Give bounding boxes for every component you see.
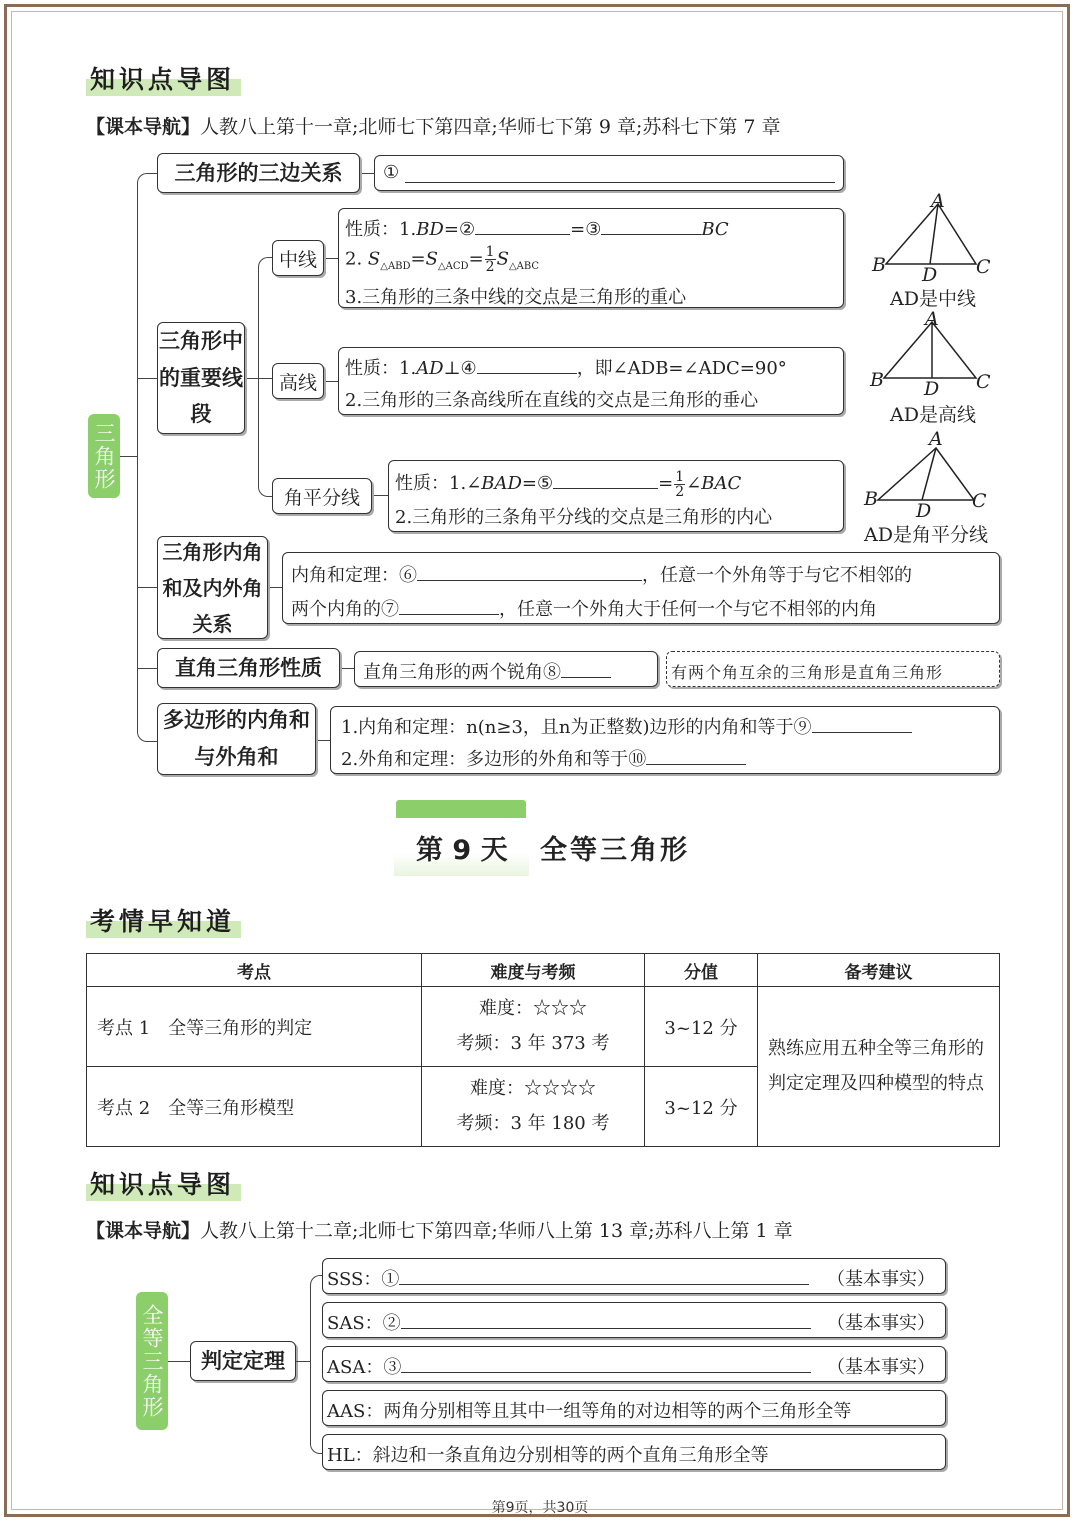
section2-heading: 知识点导图: [86, 1163, 241, 1201]
frequency: 考频：3 年 373 考: [456, 1032, 610, 1054]
nav-label: 【课本导航】: [86, 116, 201, 138]
difficulty: 难度：☆☆☆: [479, 998, 587, 1020]
fig-label-d: D: [924, 378, 940, 400]
median-figure: [886, 204, 976, 264]
header-difficulty: 难度与考频: [422, 954, 645, 987]
exam-score: 3~12 分: [645, 987, 758, 1067]
criterion-line: SAS：②: [327, 1309, 811, 1335]
altitude-caption: AD是高线: [890, 404, 976, 426]
label-angle-bisector: 角平分线: [272, 478, 372, 514]
right-triangle-converse: 有两个角互余的三角形是直角三角形: [671, 663, 944, 682]
criterion-note: （基本事实）: [827, 1313, 935, 1334]
bisector-line-2: 2.三角形的三条角平分线的交点是三角形的内心: [395, 507, 773, 528]
topic-polygon: 多边形的内角和与外角和: [157, 703, 316, 775]
median-line-1: 性质：1.BD=② =③ BC: [345, 219, 729, 240]
section1-textbook-nav: [86, 112, 781, 139]
section2-textbook-nav: [86, 1216, 793, 1243]
fill-line: [405, 182, 835, 183]
tree-connector: [137, 378, 157, 379]
tree-connector: [118, 456, 138, 457]
angles-line-2: 两个内角的⑦ ，任意一个外角大于任何一个与它不相邻的内角: [291, 599, 877, 620]
nav-text: 人教八上第十二章;北师七下第四章;华师八上第 13 章;苏科八上第 1 章: [200, 1220, 793, 1242]
label-median: 中线: [272, 240, 324, 276]
polygon-line-1: 1.内角和定理：n(n≥3，且n为正整数)边形的内角和等于⑨: [341, 713, 912, 739]
bisector-figure: [878, 448, 974, 500]
bisector-caption: AD是角平分线: [864, 524, 988, 546]
topic-right-triangle: 直角三角形性质: [157, 648, 340, 688]
tree-connector: [324, 381, 338, 382]
exam-point: 考点 2 全等三角形模型: [87, 1067, 422, 1147]
altitude-line-2: 2.三角形的三条高线所在直线的交点是三角形的垂心: [345, 390, 759, 411]
polygon-box: [330, 706, 1000, 774]
difficulty: 难度：☆☆☆☆: [470, 1078, 596, 1100]
tree-connector: [316, 740, 330, 741]
criterion-sas: [322, 1302, 946, 1338]
topic-angles: 三角形内角和及内外角关系: [157, 536, 268, 639]
criterion-hl: [322, 1434, 946, 1470]
header-point: 考点: [87, 954, 422, 987]
tree-connector: [268, 587, 282, 588]
tree-connector-lines: [258, 257, 273, 497]
tree-connector: [245, 378, 272, 379]
exam-score: 3~12 分: [645, 1067, 758, 1147]
criterion-note: （基本事实）: [827, 1357, 935, 1378]
fig-label-b: B: [864, 488, 878, 510]
criterion-aas: [322, 1390, 946, 1426]
exam-point: 考点 1 全等三角形的判定: [87, 987, 422, 1067]
median-box: [338, 208, 844, 308]
tree-connector: [360, 173, 374, 174]
criterion-note: （基本事实）: [827, 1269, 935, 1290]
bisector-line-1: 性质：1.∠BAD=⑤ = $\frac{1}{2}$ ∠BAC: [395, 468, 742, 500]
root-node-triangle: 三角形: [88, 414, 120, 498]
day-tab-decoration: [396, 800, 526, 820]
polygon-line-2: 2.外角和定理：多边形的外角和等于⑩: [341, 745, 746, 771]
median-line-2: 2. $S_{\triangle ABD}=S_{\triangle ACD}=$ $\frac{1}{2}$ $S_{\triangle ABC}$: [345, 244, 540, 275]
exam-difficulty-cell: [422, 987, 645, 1067]
criterion-line: ASA：③: [327, 1353, 811, 1379]
tree-connector: [340, 668, 354, 669]
topic-three-sides: 三角形的三边关系: [157, 153, 360, 193]
altitude-box: [338, 347, 844, 415]
day-label: 第 9 天: [416, 835, 508, 866]
fig-label-d: D: [916, 500, 932, 522]
altitude-line-1: 性质：1.AD⊥④ ，即∠ADB=∠ADC=90°: [345, 358, 787, 379]
tree-connector: [372, 495, 388, 496]
tree-connector: [137, 668, 157, 669]
branch-criteria: 判定定理: [190, 1341, 296, 1381]
exam-heading: 考情早知道: [86, 900, 241, 938]
label-altitude: 高线: [272, 363, 324, 399]
altitude-figure: [884, 322, 976, 378]
right-triangle-converse-box: [666, 651, 1000, 687]
exam-advice: 熟练应用五种全等三角形的判定定理及四种模型的特点: [758, 987, 1000, 1147]
criterion-asa: [322, 1346, 946, 1382]
criterion-sss: [322, 1258, 946, 1294]
fig-label-c: C: [972, 490, 987, 512]
tree-connector-main: [137, 173, 158, 742]
page-footer: 第9页，共30页: [491, 1500, 589, 1516]
bisector-box: [388, 460, 844, 532]
frequency: 考频：3 年 180 考: [456, 1112, 610, 1134]
right-triangle-box: [354, 651, 658, 687]
fig-label-d: D: [922, 264, 938, 286]
fig-label-c: C: [976, 256, 991, 278]
day-title: 全等三角形: [540, 835, 690, 866]
median-caption: AD是中线: [890, 288, 976, 310]
table-header-row: [87, 954, 1000, 987]
tree-connector: [137, 587, 157, 588]
tree-connector: [296, 1361, 310, 1362]
angles-box: [282, 552, 1000, 624]
fig-label-c: C: [976, 371, 991, 393]
nav-text: 人教八上第十一章;北师七下第四章;华师七下第 9 章;苏科七下第 7 章: [200, 116, 781, 138]
root-node-congruent: 全等三角形: [136, 1292, 168, 1430]
criterion-line: SSS：①: [327, 1265, 809, 1291]
fig-label-a: A: [925, 308, 939, 330]
blank-1: ①: [383, 162, 400, 183]
topic-important-lines: 三角形中的重要线段: [157, 322, 245, 434]
section1-heading: 知识点导图: [86, 58, 241, 96]
header-advice: 备考建议: [758, 954, 1000, 987]
header-score: 分值: [645, 954, 758, 987]
fig-label-b: B: [872, 254, 886, 276]
tree-connector: [168, 1361, 190, 1362]
triangle-figures: [864, 190, 1004, 540]
tree-connector: [324, 258, 338, 259]
exam-difficulty-cell: [422, 1067, 645, 1147]
angles-line-1: 内角和定理：⑥ ，任意一个外角等于与它不相邻的: [291, 565, 912, 586]
criterion-line: HL：斜边和一条直角边分别相等的两个直角三角形全等: [327, 1445, 769, 1466]
table-row: [87, 987, 1000, 1067]
three-sides-box: [374, 155, 844, 191]
criterion-line: AAS：两角分别相等且其中一组等角的对边相等的两个三角形全等: [327, 1401, 852, 1422]
right-triangle-line: 直角三角形的两个锐角⑧: [363, 658, 611, 684]
fig-label-a: A: [929, 428, 943, 450]
fig-label-a: A: [931, 190, 945, 212]
nav-label: 【课本导航】: [86, 1220, 201, 1242]
fig-label-b: B: [870, 369, 884, 391]
exam-table: [86, 953, 1000, 1147]
median-line-3: 3.三角形的三条中线的交点是三角形的重心: [345, 287, 687, 308]
